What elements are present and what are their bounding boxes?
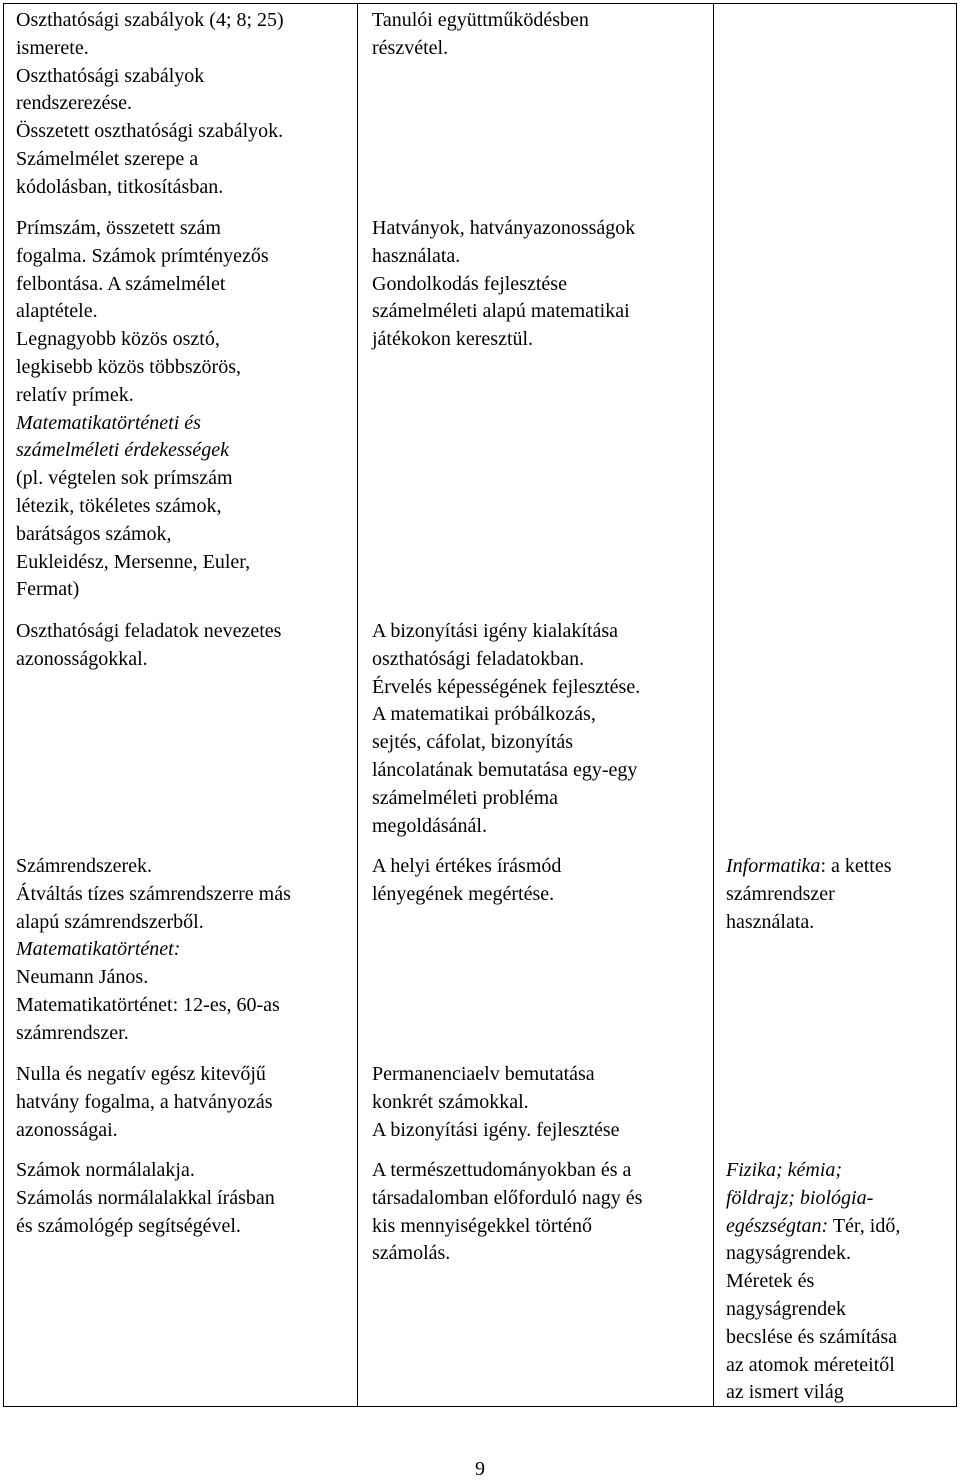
connection-text: Tér, idő, nagyságrendek. Méretek és nagyságrendek becslése és számítása az atomok méreteitől az ismert világ — [726, 1214, 901, 1404]
connection-text: : a kettes számrendszer használata. — [726, 855, 892, 933]
cell-paragraph: A bizonyítási igény kialakítása oszthatósági feladatokban. Érvelés képességének fejlesztése. A matematikai próbálkozás, sejtés, cáfolat, bizonyítás láncolatának bemutatása egy-egy számelméleti probléma megoldásánál. — [372, 620, 641, 837]
row-1-goals — [372, 7, 707, 63]
cell-paragraph: Permanenciaelv bemutatása konkrét számokkal. A bizonyítási igény. fejlesztése — [372, 1063, 620, 1141]
row-5-topic — [16, 1061, 351, 1144]
page-number: 9 — [475, 1458, 485, 1480]
cell-paragraph-italic: Matematikatörténet: — [16, 938, 181, 961]
cell-paragraph: A természettudományokban és a társadalomban előforduló nagy és kis mennyiségekkel történő számolás. — [372, 1159, 643, 1265]
cell-paragraph: Nulla és negatív egész kitevőjű hatvány fogalma, a hatványozás azonosságai. — [16, 1063, 273, 1141]
cell-paragraph: A helyi értékes írásmód lényegének megértése. — [372, 855, 562, 905]
curriculum-table — [3, 3, 957, 1407]
cell-paragraph: Oszthatósági feladatok nevezetes azonosságokkal. — [16, 620, 282, 670]
cell-paragraph-italic: Matematikatörténeti és számelméleti érdekességek — [16, 411, 230, 462]
row-6-topic — [16, 1157, 351, 1240]
row-5-goals — [372, 1061, 707, 1144]
cell-paragraph: Számrendszerek. Átváltás tízes számrendszerre más alapú számrendszerből. — [16, 855, 291, 933]
cell-paragraph: Prímszám, összetett szám fogalma. Számok prímtényezős felbontása. A számelmélet alaptétele. Legnagyobb közös osztó, legkisebb közös többszörös, relatív prímek. — [16, 217, 269, 406]
row-4-goals — [372, 853, 707, 909]
cell-paragraph: Neumann János. Matematikatörténet: 12-es, 60-as számrendszer. — [16, 966, 280, 1044]
cell-paragraph: Hatványok, hatványazonosságok használata. Gondolkodás fejlesztése számelméleti alapú matematikai játékokon keresztül. — [372, 217, 636, 351]
cell-paragraph: (pl. végtelen sok prímszám létezik, tökéletes számok, barátságos számok, Eukleidész, Mersenne, Euler, Fermat) — [16, 467, 251, 601]
cell-paragraph: Oszthatósági szabályok (4; 8; 25) ismerete. Oszthatósági szabályok rendszerezése. Összetett oszthatósági szabályok. Számelmélet szerepe a kódolásban, titkosításban. — [16, 9, 284, 198]
subject-name: Informatika — [726, 855, 821, 877]
cell-paragraph: Számok normálalakja. Számolás normálalakkal írásban és számológép segítségével. — [16, 1159, 275, 1237]
row-2-topic — [16, 215, 351, 604]
row-4-topic — [16, 853, 351, 1048]
row-6-connections — [726, 1157, 951, 1407]
row-3-topic — [16, 618, 351, 674]
subject-name: Fizika; kémia; földrajz; biológia- egészségtan: — [726, 1159, 874, 1237]
row-3-goals — [372, 618, 707, 840]
row-4-connections — [726, 853, 951, 936]
column-divider — [713, 4, 714, 1406]
cell-paragraph: Tanulói együttműködésben részvétel. — [372, 9, 589, 59]
column-divider — [357, 4, 358, 1406]
row-2-goals — [372, 215, 707, 354]
row-1-topic — [16, 7, 351, 202]
row-6-goals — [372, 1157, 707, 1268]
